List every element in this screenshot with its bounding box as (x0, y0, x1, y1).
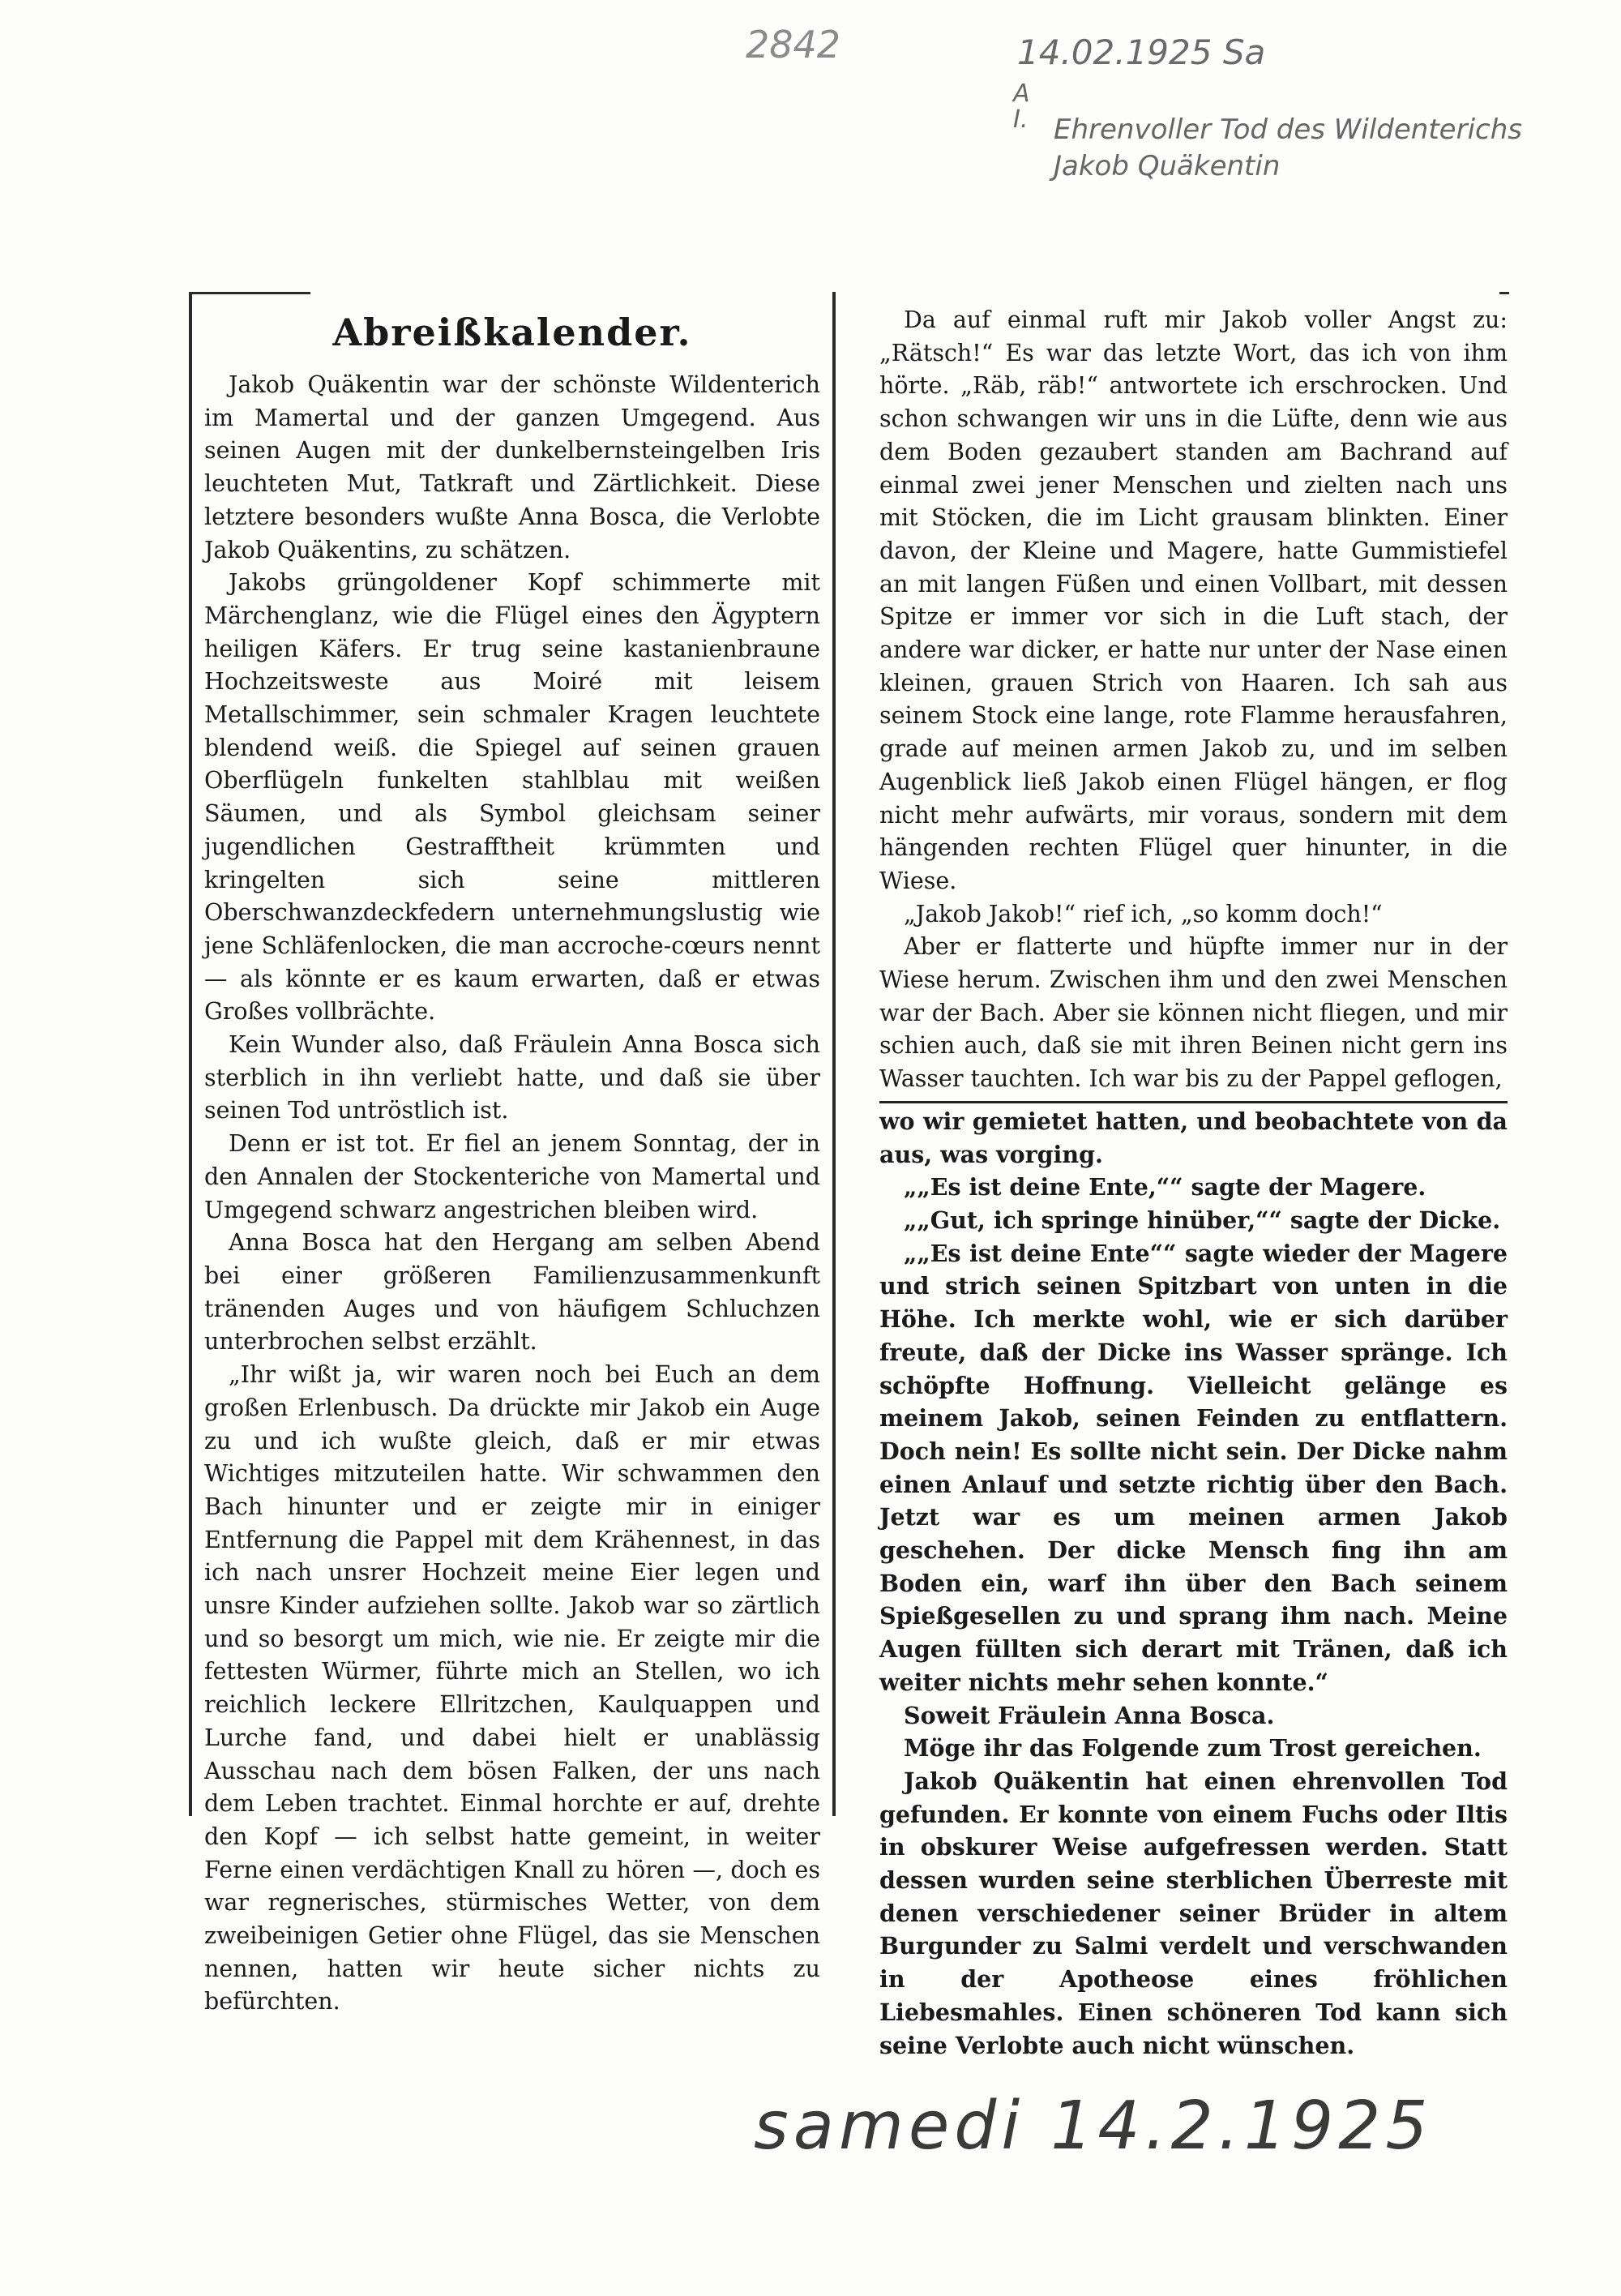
paragraph: „„Gut, ich springe hinüber,““ sagte der Dicke. (904, 1206, 1501, 1234)
handwritten-footer-date: samedi 14.2.1925 (754, 2088, 1433, 2165)
frame-corner-left (189, 292, 310, 294)
paragraph: Denn er ist tot. Er fiel an jenem Sonntag, der in den Annalen der Stockenteriche von Mamertal und Umgegend schwarz angestrichen bleiben wird. (204, 1130, 820, 1223)
paragraph: Aber er flatterte und hüpfte immer nur in der Wiese herum. Zwischen ihm und den zwei Menschen war der Bach. Aber sie können nicht fliegen, und mir schien auch, daß sie mit ihren Beinen nicht gern ins Wasser tauchten. Ich war bis zu der Pappel geflogen, (879, 933, 1508, 1093)
article-column-right (879, 304, 1508, 2062)
paragraph: Jakob Quäkentin hat einen ehrenvollen Tod gefunden. Er konnte von einem Fuchs oder Iltis in obskurer Weise aufgefressen werden. Statt dessen wurden seine sterblichen Überreste mit denen verschiedener seiner Brüder in altem Burgunder zu Salmi verdelt und verschwanden in der Apotheose eines fröhlichen Liebesmahles. Einen schöneren Tod kann sich seine Verlobte auch nicht wünschen. (879, 1767, 1508, 2059)
article-title: Abreißkalender. (332, 311, 692, 354)
annotation-name: Jakob Quäkentin (1054, 150, 1281, 182)
paragraph: Da auf einmal ruft mir Jakob voller Angst zu: „Rätsch!“ Es war das letzte Wort, das ich von ihm hörte. „Räb, räb!“ antwortete ich erschrocken. Und schon schwangen wir uns in die Lüfte, denn wie aus dem Boden gezaubert standen am Bachrand auf einmal zwei jener Menschen und zielten nach uns mit Stöcken, die im Licht grausam blinkten. Einer davon, der Kleine und Magere, hatte Gummistiefel an mit langen Füßen und einen Vollbart, mit dessen Spitze er immer vor sich in die Luft stach, der andere war dicker, er hatte nur unter der Nase einen kleinen, grauen Strich von Haaren. Ich sah aus seinem Stock eine lange, rote Flamme herausfahren, grade auf meinen armen Jakob zu, und im selben Augenblick ließ Jakob einen Flügel hängen, er flog nicht mehr aufwärts, mir voraus, sondern mit dem hängenden rechten Flügel quer hinunter, in die Wiese. (879, 306, 1508, 894)
paragraph: Anna Bosca hat den Hergang am selben Abend bei einer größeren Familienzusammenkunft tränenden Auges und von häufigem Schluchzen unterbrochen selbst erzählt. (204, 1229, 820, 1356)
archive-date: 14.02.1925 Sa (1017, 32, 1266, 72)
archive-number: 2842 (746, 23, 841, 66)
column-rule-middle (832, 292, 836, 1816)
annotation-mark: A I. (1013, 79, 1030, 134)
column-rule-left (189, 292, 192, 1816)
frame-corner-right (1499, 292, 1509, 294)
paragraph: Soweit Fräulein Anna Bosca. (904, 1701, 1275, 1729)
article-column-left (204, 304, 820, 2019)
annotation-title: Ehrenvoller Tod des Wildenterichs (1054, 114, 1522, 146)
paragraph: Kein Wunder also, daß Fräulein Anna Bosca sich sterblich in ihn verliebt hatte, und daß sie über seinen Tod untröstlich ist. (204, 1031, 820, 1124)
paragraph: Jakob Quäkentin war der schönste Wildenterich im Mamertal und der ganzen Umgegend. Aus seinen Augen mit der dunkelbernsteingelben Iris leuchteten Mut, Tatkraft und Zärtlichkeit. Diese letztere besonders wußte Anna Bosca, die Verlobte Jakob Quäkentins, zu schätzen. (204, 371, 820, 563)
paragraph: Möge ihr das Folgende zum Trost gereichen. (904, 1734, 1482, 1763)
paragraph: Jakobs grüngoldener Kopf schimmerte mit Märchenglanz, wie die Flügel eines den Ägyptern heiligen Käfers. Er trug seine kastanienbraune Hochzeitsweste aus Moiré mit leisem Metallschimmer, sein schmaler Kragen leuchtete blendend weiß. die Spiegel auf seinen grauen Oberflügeln funkelten stahlblau mit weißen Säumen, und als Symbol gleichsam seiner jugendlichen Gestrafftheit krümmten und kringelten sich seine mittleren Oberschwanzdeckfedern unternehmungslustig wie jene Schläfenlocken, die man accroche-cœurs nennt — als könnte er es kaum erwarten, daß er etwas Großes vollbrächte. (204, 569, 820, 1026)
paragraph: „„Es ist deine Ente““ sagte wieder der Magere und strich seinen Spitzbart von unten in die Höhe. Ich merkte wohl, wie er sich darüber freute, daß der Dicke ins Wasser spränge. Ich schöpfte Hoffnung. Vielleicht gelänge es meinem Jakob, seinen Feinden zu entflattern. Doch nein! Es sollte nicht sein. Der Dicke nahm einen Anlauf und setzte richtig über den Bach. Jetzt war es um meinen armen Jakob geschehen. Der dicke Mensch fing ihn am Boden ein, warf ihn über den Bach seinem Spießgesellen zu und sprang ihm nach. Meine Augen füllten sich derart mit Tränen, daß ich weiter nichts mehr sehen konnte.“ (879, 1239, 1508, 1696)
paragraph: wo wir gemietet hatten, und beobachtete von da aus, was vorging. (879, 1101, 1508, 1171)
paragraph: „Ihr wißt ja, wir waren noch bei Euch an dem großen Erlenbusch. Da drückte mir Jakob ein Auge zu und ich wußte gleich, daß er mir etwas Wichtiges mitzuteilen hatte. Wir schwammen den Bach hinunter und er zeigte mir in einiger Entfernung die Pappel mit dem Krähennest, in das ich nach unsrer Hochzeit meine Eier legen und unsre Kinder aufziehen sollte. Jakob war so zärtlich und so besorgt um mich, wie nie. Er zeigte mir die fettesten Würmer, führte mich an Stellen, wo ich reichlich leckere Ellritzchen, Kaulquappen und Lurche fand, und dabei hielt er unablässig Ausschau nach dem bösen Falken, der uns nach dem Leben trachtet. Einmal horchte er auf, drehte den Kopf — ich selbst hatte gemeint, in weiter Ferne einen verdächtigen Knall zu hören —, doch es war regnerisches, stürmisches Wetter, von dem zweibeinigen Getier ohne Flügel, das sie Menschen nennen, hatten wir heute sicher nichts zu befürchten. (204, 1361, 820, 2015)
paragraph: „Jakob Jakob!“ rief ich, „so komm doch!“ (904, 900, 1383, 927)
paragraph: „„Es ist deine Ente,““ sagte der Magere. (904, 1173, 1426, 1202)
